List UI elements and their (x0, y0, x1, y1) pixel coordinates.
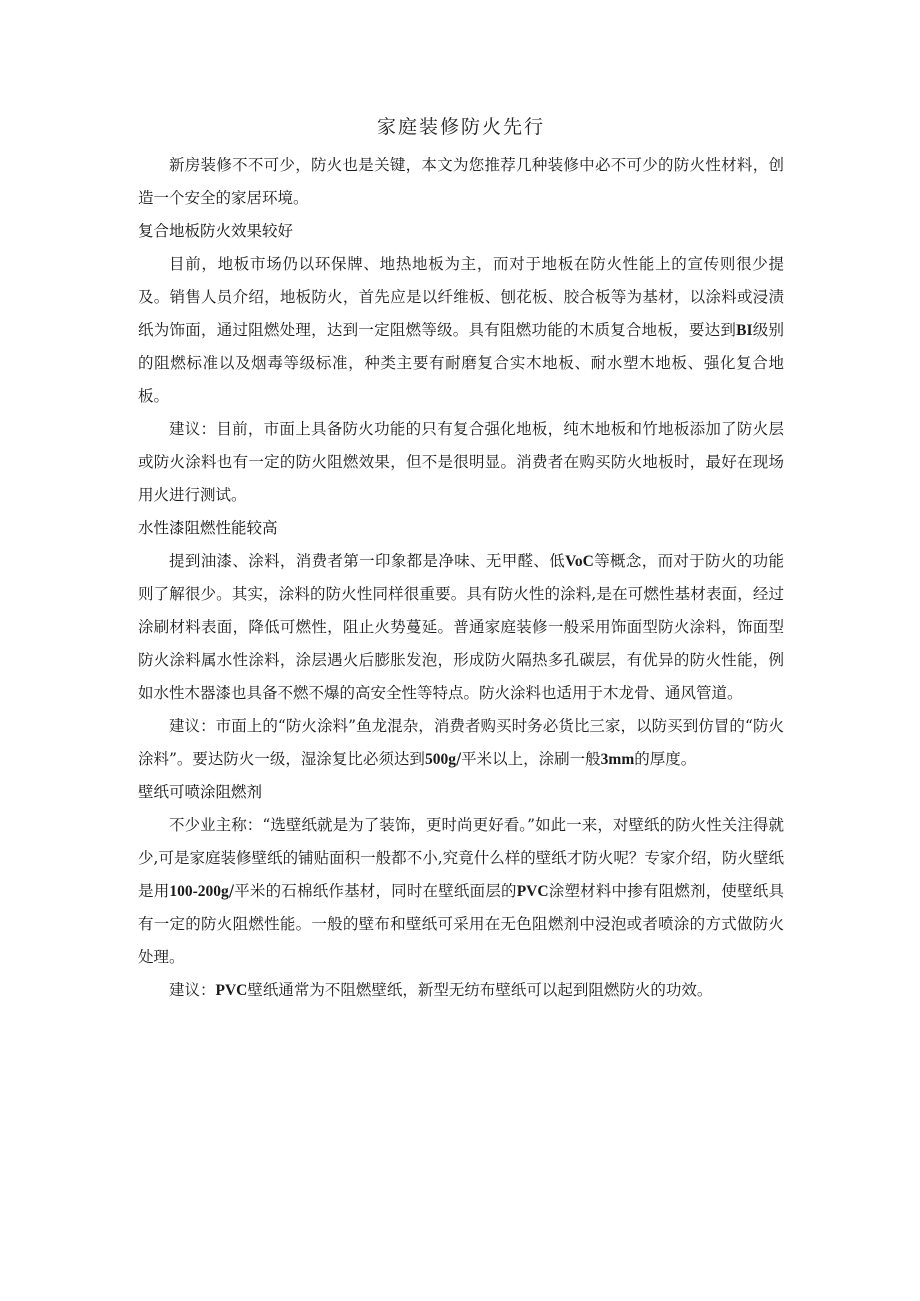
flooring-advice-paragraph: 建议：目前，市面上具备防火功能的只有复合强化地板，纯木地板和竹地板添加了防火层或防火涂料也有一定的防火阻燃效果，但不是很明显。消费者在购买防火地板时，最好在现场用火进行测试。 (138, 420, 784, 504)
section-heading-paint: 水性漆阻燃性能较高 (138, 519, 278, 537)
flooring-paragraph: 目前，地板市场仍以环保牌、地热地板为主，而对于地板在防火性能上的宣传则很少提及。销售人员介绍，地板防火，首先应是以纤维板、刨花板、胶合板等为基材，以涂料或浸渍纸为饰面，通过阻燃处理，达到一定阻燃等级。具有阻燃功能的木质复合地板，要达到BI级别的阻燃标准以及烟毒等级标准，种类主要有耐磨复合实木地板、耐水塑木地板、强化复合地板。 (138, 255, 784, 405)
paint-paragraph: 提到油漆、涂料，消费者第一印象都是净味、无甲醛、低VoC等概念，而对于防火的功能则了解很少。其实，涂料的防火性同样很重要。具有防火性的涂料,是在可燃性基材表面，经过涂刷材料表面，降低可燃性，阻止火势蔓延。普通家庭装修一般采用饰面型防火涂料，饰面型防火涂料属水性涂料，涂层遇火后膨胀发泡，形成防火隔热多孔碳层，有优异的防火性能，例如水性木器漆也具备不燃不爆的高安全性等特点。防火涂料也适用于木龙骨、通风管道。 (138, 552, 784, 702)
wallpaper-advice-paragraph: 建议：PVC壁纸通常为不阻燃壁纸，新型无纺布壁纸可以起到阻燃防火的功效。 (169, 981, 713, 999)
document-page (138, 112, 784, 1007)
intro-paragraph: 新房装修不不可少，防火也是关键，本文为您推荐几种装修中必不可少的防火性材料，创造一个安全的家居环境。 (138, 156, 784, 207)
paint-advice-paragraph: 建议：市面上的“防火涂料”鱼龙混杂，消费者购买时务必货比三家，以防买到仿冒的“防火涂料”。要达防火一级，湿涂复比必须达到500g/平米以上，涂刷一般3mm的厚度。 (138, 717, 784, 768)
section-heading-wallpaper: 壁纸可喷涂阻燃剂 (138, 783, 263, 801)
section-heading-flooring: 复合地板防火效果较好 (138, 222, 294, 240)
document-title: 家庭装修防火先行 (376, 116, 545, 138)
wallpaper-paragraph: 不少业主称：“选壁纸就是为了装饰，更时尚更好看。”如此一来，对壁纸的防火性关注得就少,可是家庭装修壁纸的铺贴面积一般都不小,究竟什么样的壁纸才防火呢？专家介绍，防火壁纸是用100-200g/平米的石棉纸作基材，同时在壁纸面层的PVC涂塑材料中掺有阻燃剂，使壁纸具有一定的防火阻燃性能。一般的壁布和壁纸可采用在无色阻燃剂中浸泡或者喷涂的方式做防火处理。 (138, 816, 784, 966)
